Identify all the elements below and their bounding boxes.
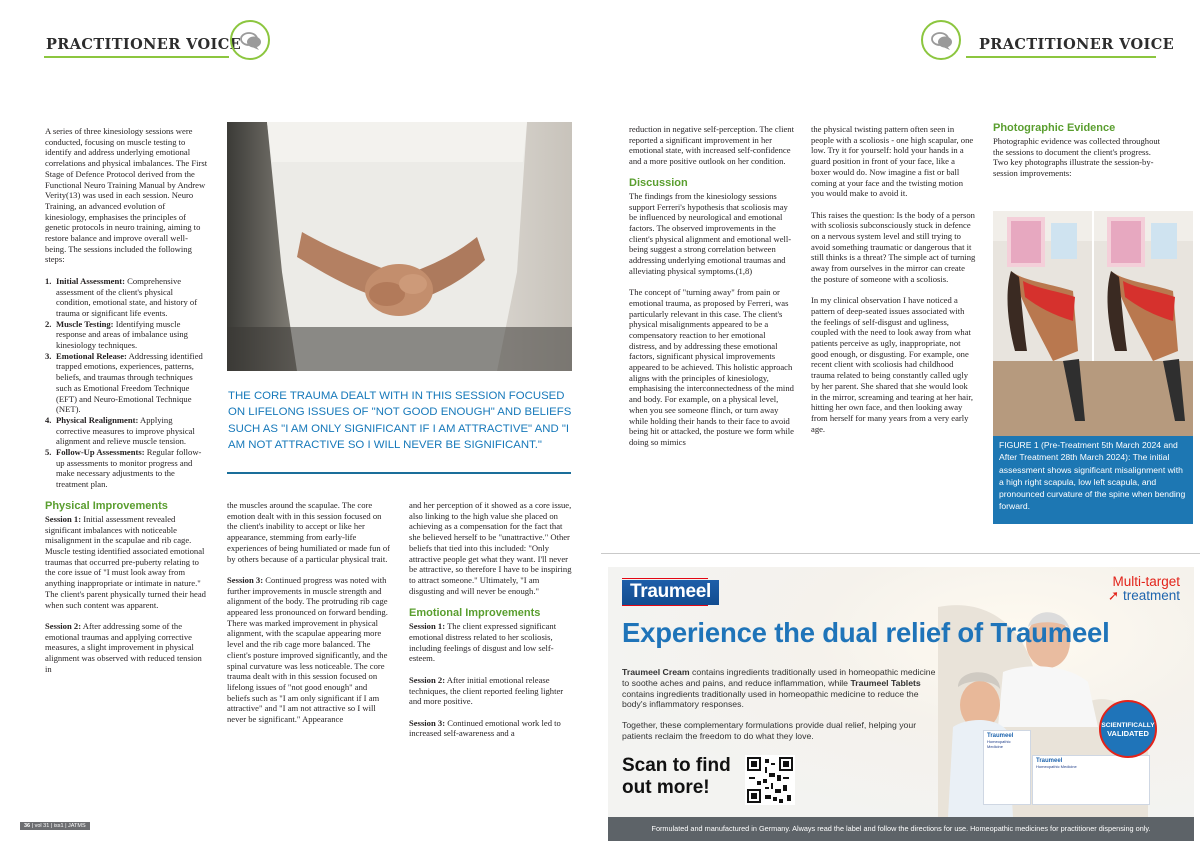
body-paragraph: Photographic evidence was collected throughout the sessions to document the client's progress. Two key photographs illustrate the session-by-session improvements: [993, 136, 1161, 179]
list-item: 1. Initial Assessment: Comprehensive assessment of the client's physical condition, emotional state, and history of trauma or significant life events. [45, 275, 198, 318]
list-item: 3. Emotional Release: Addressing identified trapped emotions, experiences, patterns, beliefs, and traumas through techniques such as Emotional Freedom Technique (EFT) and Neuro-Emotional Technique (NET). [45, 350, 203, 415]
ad-headline: Experience the dual relief of Traumeel [622, 617, 1110, 648]
body-paragraph: Session 3: Continued progress was noted with further improvements in muscle strength and alignment of the body. The protruding rib cage appeared less pronounced on forward bending. There was marked improvement in physical alignment, with the scapulae appearing more level and the rib cage more balanced. The client's posture improved significantly, and the spinal curvature was less noticeable. The core trauma dealt with in this session focused on lifelong issues of "not good enough" and beliefs such as "I am only significant if I am attractive" and "I am not attractive so I will never be significant." Appearance [227, 574, 388, 725]
body-paragraph: In my clinical observation I have noticed a pattern of deep-seated issues associated with the feelings of self-disgust and ugliness, coupled with the need to look away from what patients perceive as ugly, inappropriate, not good enough, or disgusting. For example, one recent client with scoliosis had childhood trauma related to being constantly called ugly by her parent. She shared that she would look in the mirror, screaming and tearing at her hair, hitting her own face, and then looking away from herself for many years from a very early age. [811, 295, 974, 434]
figure-caption: FIGURE 1 (Pre-Treatment 5th March 2024 and After Treatment 28th March 2024): The initial assessment shows significant misalignment with a high right scapula, low left scapula, and pronounced curvature of the spine when bending forward. [993, 436, 1193, 524]
column-3 [409, 500, 574, 739]
traumeel-cream-box: Traumeel Homeopathic Medicine [1032, 755, 1150, 805]
column-5 [811, 124, 976, 434]
body-paragraph: Session 3: Continued emotional work led to increased self-awareness and a [409, 717, 561, 739]
clasped-hands-photo [227, 122, 572, 371]
body-paragraph: This raises the question: Is the body of a person with scoliosis subconsciously stuck in defence on a nervous system level and still trying to avoid something traumatic or dangerous that it still thinks is a threat? The simple act of turning away from ourselves in the mirror can create the posture of someone with a scoliosis. [811, 209, 976, 284]
section-heading: Physical Improvements [45, 499, 168, 512]
figure-1-photo [993, 211, 1193, 436]
scientifically-validated-badge: SCIENTIFICALLY VALIDATED [1099, 700, 1157, 758]
target-arrow-icon: ➚ [1107, 588, 1120, 603]
body-paragraph: Session 2: After initial emotional release techniques, the client reported feeling lighter and more positive. [409, 674, 564, 707]
pull-quote: THE CORE TRAUMA DEALT WITH IN THIS SESSION FOCUSED ON LIFELONG ISSUES OF "NOT GOOD ENOUGH" AND BELIEFS SUCH AS "I AM ONLY SIGNIFICANT IF I AM ATTRACTIVE" AND "I AM NOT ATTRACTIVE SO I WILL NEVER BE SIGNIFICANT." [228, 390, 572, 451]
speech-bubble-icon [230, 20, 270, 60]
pull-quote-rule [227, 472, 571, 474]
header-right-title: PRACTITIONER VOICE [979, 36, 1175, 53]
qr-code[interactable] [745, 755, 795, 805]
traumeel-tablets-box: Traumeel Homeopathic Medicine [983, 730, 1031, 805]
section-heading: Emotional Improvements [409, 607, 541, 620]
body-paragraph: reduction in negative self-perception. The client reported a significant improvement in her emotional state, with increased self-confidence and a more positive outlook on her condition. [629, 124, 794, 167]
column-6 [993, 122, 1163, 179]
list-item: 2. Muscle Testing: Identifying muscle response and areas of imbalance using kinesiology techniques. [45, 318, 188, 351]
traumeel-advertisement [608, 567, 1194, 841]
column-1 [45, 126, 208, 674]
ad-divider [601, 553, 1200, 554]
traumeel-logo: Traumeel [622, 580, 719, 605]
brand-line [622, 578, 708, 579]
steps-list [45, 276, 208, 490]
ad-body: Traumeel Cream contains ingredients traditionally used in homeopathic medicine to soothe aches and pains, and reduce inflammation, while Traumeel Tablets contains ingredients traditionally used in homeopathic medicine to reduce the body's inflammatory responses. Together, these complementary formulations provide dual relief, helping your patients reclaim the freedom to do what they love. [622, 667, 936, 741]
section-heading: Photographic Evidence [993, 122, 1116, 134]
body-paragraph: The concept of "turning away" from pain or emotional trauma, as proposed by Ferreri, was particularly relevant in this case. The client's physical misalignments appeared to be a compensatory reaction to her emotional distress, and by addressing these emotional factors, significant physical improvements appeared to be achieved. This holistic approach aligns with the principles of kinesiology, emphasising the interconnectedness of the mind and body. For example, on a physical level, when you see someone flinch, or turn away while holding their hands to their face to avoid being hit or attacked, the posture we form while doing so mimics [629, 287, 794, 447]
multi-target-tagline: Multi-target ➚ treatment [1107, 574, 1180, 603]
speech-bubble-icon [921, 20, 961, 60]
column-4 [629, 124, 794, 448]
intro-paragraph: A series of three kinesiology sessions were conducted, focusing on muscle testing to identify and address underlying emotional correlations and physical imbalances. The First Stage of Defence Protocol derived from the Functional Neuro Training Manual by Andrew Verity(13) was used in each session. Neuro Training, an advanced evolution of kinesiology, emphasises the principles of genetic protocols in neuro training, aiming to restore balance and improve overall well-being. The sessions included the following steps: [45, 126, 208, 265]
body-paragraph: Session 1: Initial assessment revealed significant imbalances with noticeable misalignment in the scapulae and rib cage. Muscle testing identified associated emotional traumas that occurred pre-puberty relating to the core issue of "I must look away from anything inappropriate or intimate in nature." The client's parent physically turned their head when such content was apparent. [45, 513, 206, 610]
body-paragraph: The findings from the kinesiology sessions support Ferreri's hypothesis that scoliosis may be influenced by neurological and emotional factors. The observed improvements in the client's physical alignment and emotional well-being suggest a strong correlation between addressing underlying emotional traumas and alleviating physical symptoms.(1,8) [629, 190, 792, 276]
header-left-title: PRACTITIONER VOICE [46, 36, 242, 53]
body-paragraph: and her perception of it showed as a core issue, also linking to the high value she placed on achieving as a compensation for the fact that she believed herself to be "unattractive." Other beliefs that tied into this included: "Only attractive people get what they want. I'll never be attractive, so therefore I have to be inspiring to attract someone." Ultimately, "I am disgusting and will never be enough." [409, 500, 572, 596]
section-heading: Discussion [629, 176, 688, 189]
brand-line [622, 605, 708, 606]
body-paragraph: the physical twisting pattern often seen in people with a scoliosis - one high scapular, one low. Try it for yourself: hold your hands in a guard position in front of your face, like a boxer would do. Now imagine a fist or ball coming at your face and the twisting motion you would make to avoid it. [811, 124, 974, 199]
body-paragraph: Session 1: The client expressed significant emotional distress related to her scoliosis, including feelings of disgust and low self-esteem. [409, 621, 557, 664]
list-item: 5. Follow-Up Assessments: Regular follow-up assessments to monitor progress and make necessary adjustments to the treatment plan. [45, 447, 202, 490]
body-paragraph: Session 2: After addressing some of the emotional traumas and applying corrective measures, a slight improvement in physical alignment was observed with reduced tension in [45, 620, 202, 674]
ad-footer: Formulated and manufactured in Germany. Always read the label and follow the directions for use. Homeopathic medicines for practitioner dispensing only. [608, 817, 1194, 841]
body-paragraph: the muscles around the scapulae. The core emotion dealt with in this session focused on the client's inability to accept or like her appearance, stemming from early-life experiences of being humiliated or made fun of by others because of a particular physical trait. [227, 500, 390, 564]
page-folio: 36 | vol 31 | iss1 | JATMS [20, 822, 90, 830]
list-item: 4. Physical Realignment: Applying corrective measures to improve physical alignment and relieve muscle tension. [45, 414, 195, 447]
scan-call-to-action: Scan to find out more! [622, 755, 731, 798]
column-2 [227, 500, 392, 725]
header-left-rule [44, 56, 229, 58]
header-right-rule [966, 56, 1156, 58]
